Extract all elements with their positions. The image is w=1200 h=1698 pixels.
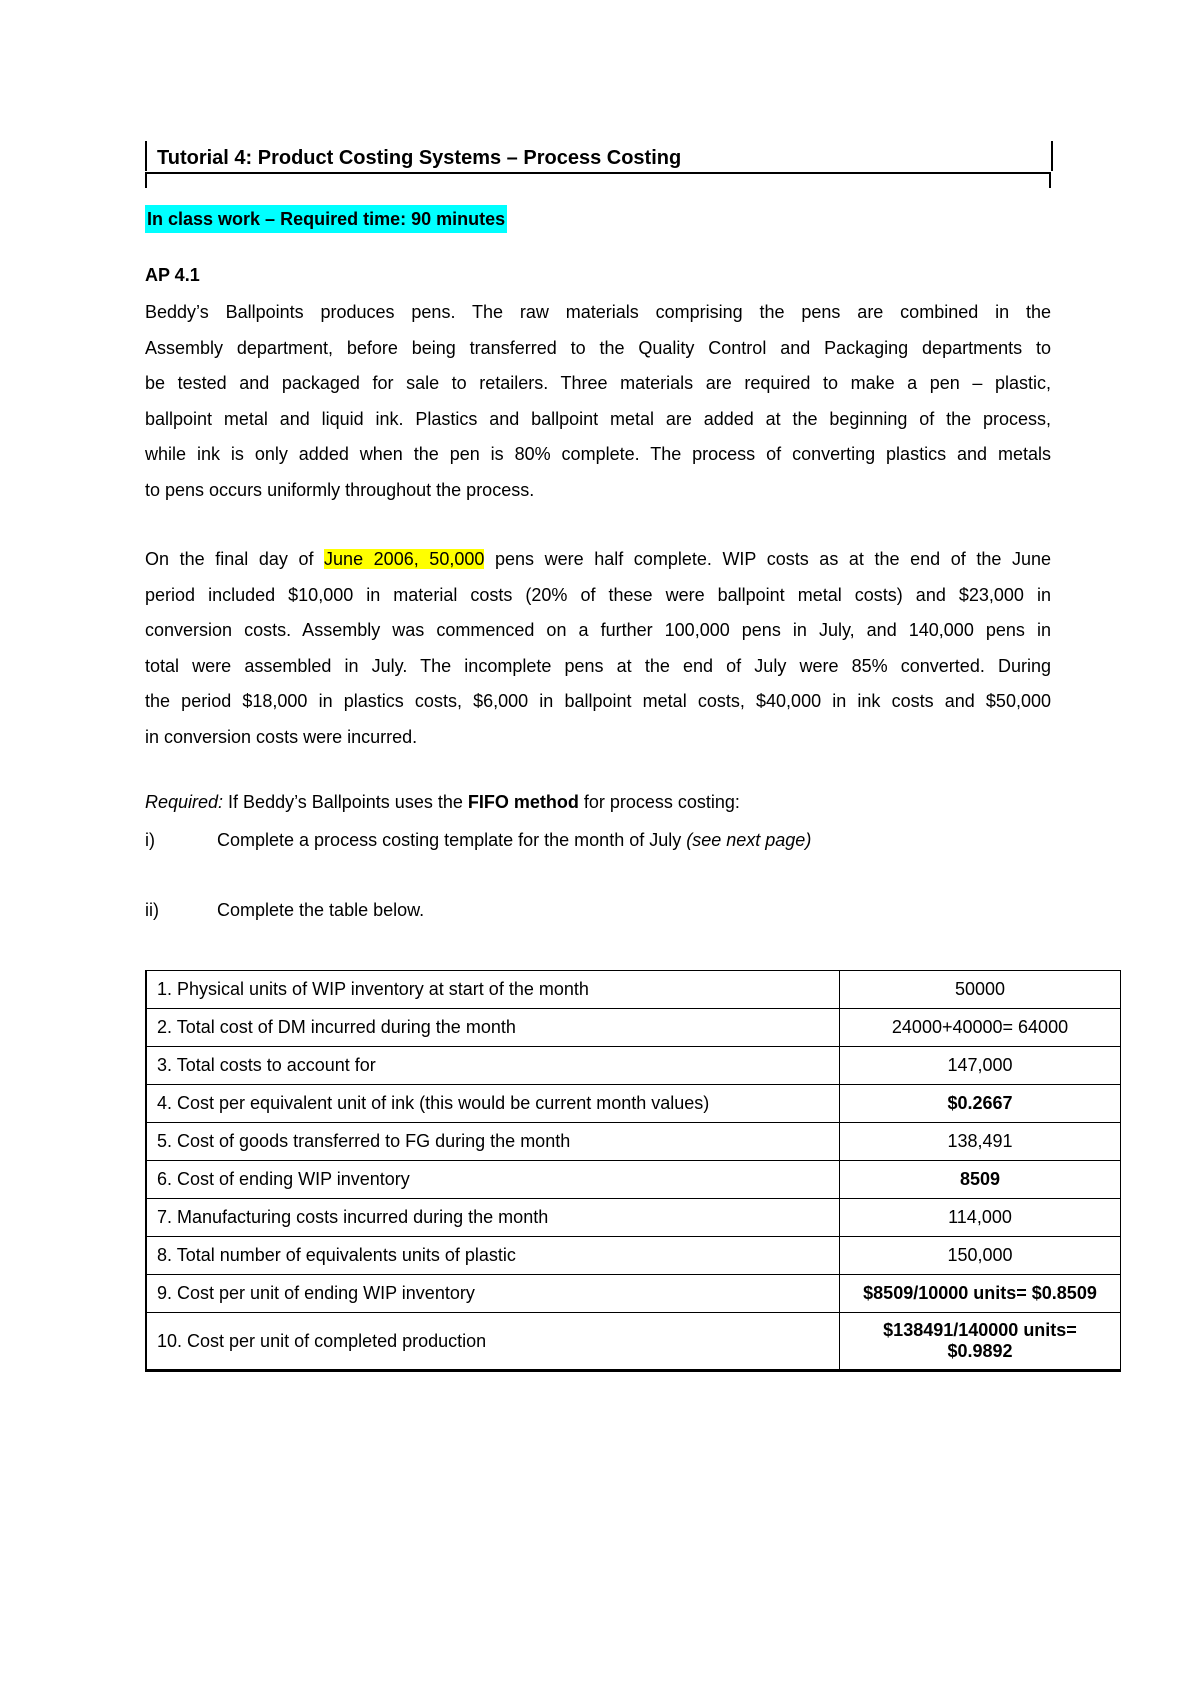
answer-cell: 147,000 — [840, 1047, 1121, 1085]
text-run: for process costing: — [578, 792, 740, 812]
table-row — [146, 1123, 1121, 1161]
highlighted-date: June 2006, 50,000 — [324, 549, 485, 569]
paragraph-2-line: in conversion costs were incurred. — [145, 726, 418, 747]
required-label: Required: — [145, 792, 224, 812]
item-text: Complete a process costing template for the month of July — [217, 830, 687, 850]
table-row — [146, 1161, 1121, 1199]
paragraph-2-line: the period $18,000 in plastics costs, $6,000 in ballpoint metal costs, $40,000 in ink costs and $50,000 — [145, 691, 1051, 711]
paragraph-1-line: to pens occurs uniformly throughout the process. — [145, 479, 535, 500]
answer-cell: $8509/10000 units= $0.8509 — [840, 1275, 1121, 1313]
question-cell: 10. Cost per unit of completed production — [146, 1313, 840, 1371]
answer-cell: 114,000 — [840, 1199, 1121, 1237]
fifo-bold: FIFO method — [467, 792, 579, 812]
question-cell: 8. Total number of equivalents units of plastic — [146, 1237, 840, 1275]
paragraph-2-line: conversion costs. Assembly was commenced on a further 100,000 pens in July, and 140,000 pens in — [145, 620, 1051, 640]
answer-cell: 50000 — [840, 971, 1121, 1009]
answer-cell: $0.2667 — [840, 1085, 1121, 1123]
question-cell: 9. Cost per unit of ending WIP inventory — [146, 1275, 840, 1313]
question-cell: 6. Cost of ending WIP inventory — [146, 1161, 840, 1199]
paragraph-1-line: while ink is only added when the pen is 80% complete. The process of converting plastics and metals — [145, 444, 1051, 464]
answer-cell: 24000+40000= 64000 — [840, 1009, 1121, 1047]
paragraph-2 — [145, 542, 1051, 755]
answer-cell: 150,000 — [840, 1237, 1121, 1275]
paragraph-1-line: Assembly department, before being transferred to the Quality Control and Packaging departments to — [145, 337, 1051, 358]
question-cell: 3. Total costs to account for — [146, 1047, 840, 1085]
item-text: Complete the table below. — [217, 900, 425, 920]
answer-cell: 138,491 — [840, 1123, 1121, 1161]
title-rule — [145, 172, 1051, 174]
table-row — [146, 1237, 1121, 1275]
paragraph-1 — [145, 295, 1051, 508]
required-item-1 — [145, 830, 811, 851]
table-row — [146, 1085, 1121, 1123]
question-cell: 4. Cost per equivalent unit of ink (this would be current month values) — [146, 1085, 840, 1123]
item-italic: (see next page) — [686, 830, 812, 850]
question-cell: 7. Manufacturing costs incurred during the month — [146, 1199, 840, 1237]
answer-line: $138491/140000 units= — [883, 1320, 1077, 1340]
title-box — [145, 141, 1053, 171]
item-number: i) — [145, 830, 155, 850]
text-run: On the final day of — [145, 549, 325, 569]
paragraph-2-line: total were assembled in July. The incomplete pens at the end of July were 85% converted. During — [145, 655, 1051, 676]
answer-cell: 8509 — [840, 1161, 1121, 1199]
text-run: If Beddy’s Ballpoints uses the — [223, 792, 468, 812]
paragraph-1-line: ballpoint metal and liquid ink. Plastics and ballpoint metal are added at the beginning of the process, — [145, 408, 1051, 429]
table-row — [146, 1009, 1121, 1047]
item-number: ii) — [145, 900, 159, 920]
question-cell: 2. Total cost of DM incurred during the month — [146, 1009, 840, 1047]
answers-table — [145, 970, 1121, 1372]
answer-line: $0.9892 — [947, 1341, 1013, 1361]
paragraph-1-line: be tested and packaged for sale to retailers. Three materials are required to make a pen – plastic, — [145, 373, 1051, 393]
table-row — [146, 971, 1121, 1009]
paragraph-1-line: Beddy’s Ballpoints produces pens. The raw materials comprising the pens are combined in the — [145, 302, 1051, 322]
required-item-2 — [145, 900, 424, 921]
required-line — [145, 792, 740, 813]
title-rule-tick-right — [1049, 174, 1051, 188]
page-title: Tutorial 4: Product Costing Systems – Process Costing — [157, 147, 682, 169]
question-cell: 1. Physical units of WIP inventory at start of the month — [146, 971, 840, 1009]
section-heading: AP 4.1 — [145, 265, 200, 285]
paragraph-2-line — [145, 542, 1051, 578]
table-row — [146, 1275, 1121, 1313]
table-row — [146, 1199, 1121, 1237]
title-rule-tick-left — [145, 174, 147, 188]
table-row — [146, 1047, 1121, 1085]
table-row — [146, 1313, 1121, 1371]
paragraph-2-line: period included $10,000 in material costs (20% of these were ballpoint metal costs) and $23,000 in — [145, 584, 1051, 605]
subtitle-highlight: In class work – Required time: 90 minutes — [145, 205, 507, 233]
text-run: pens were half complete. WIP costs as at the end of the June — [484, 549, 1051, 569]
answer-cell — [840, 1313, 1121, 1371]
question-cell: 5. Cost of goods transferred to FG during the month — [146, 1123, 840, 1161]
